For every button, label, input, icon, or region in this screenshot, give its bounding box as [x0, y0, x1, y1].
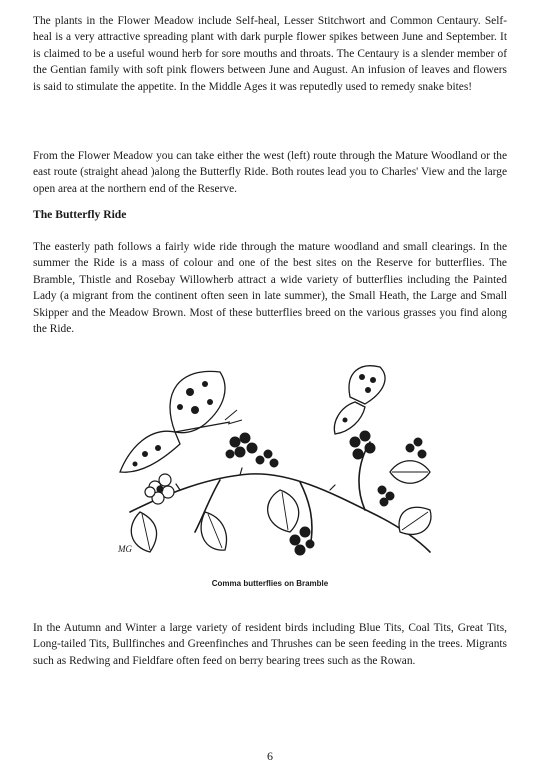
paragraph-birds: In the Autumn and Winter a large variety of resident birds including Blue Tits, Coal Tits, Great Tits, Long-tailed Tits, Bullfinches and Greenfinches and Thrushes can be seen feeding in the trees. Migrants such as Redwing and Fieldfare often feed on berry bearing trees such as the Rowan.: [33, 622, 507, 667]
blackberry-cluster: [256, 450, 278, 467]
comma-butterfly: [120, 371, 242, 472]
blackberry-cluster: [226, 433, 257, 458]
bramble-leaf: [201, 512, 226, 550]
paragraph-flower-meadow: The plants in the Flower Meadow include Self-heal, Lesser Stitchwort and Common Centaury. Self-heal is a very attractive spreading plant with dark purple flower spikes between June and September. It is claimed to be a useful wound herb for sore mouths and throats. The Centaury is a slender member of the Gentian family with soft pink flowers between June and August. An infusion of leaves and flowers is said to stimulate the appetite. In the Middle Ages it was reputedly used to remedy snake bites!: [33, 15, 507, 93]
blackberry-cluster: [406, 438, 426, 458]
figure-caption: Comma butterflies on Bramble: [211, 579, 329, 588]
blackberry-cluster: [290, 527, 314, 555]
butterfly-bramble-drawing: [100, 362, 450, 562]
bramble-flower: [145, 474, 174, 504]
artist-signature: MG: [118, 544, 132, 554]
bramble-leaf: [268, 490, 299, 532]
blackberry-cluster: [350, 431, 375, 459]
illustration-comma-butterflies: [100, 362, 450, 562]
paragraph-butterfly-ride: The easterly path follows a fairly wide ride through the mature woodland and small clearings. In the summer the Ride is a mass of colour and one of the best sites on the Reserve for butterflies. The Bramble, Thistle and Rosebay Willowherb attract a wide variety of butterflies including the Painted Lady (a migrant from the continent often seen in late summer), the Small Heath, the Large and Small Skipper and the Meadow Brown. Most of these butterflies breed on the various grasses you find along the Ride.: [33, 241, 507, 336]
page-number: 6: [267, 749, 273, 763]
blackberry-cluster: [378, 486, 394, 506]
bramble-leaf: [131, 512, 156, 552]
section-heading: The Butterfly Ride: [33, 208, 127, 221]
comma-butterfly: [334, 366, 385, 434]
paragraph-routes: From the Flower Meadow you can take either the west (left) route through the Mature Woodland or the east route (straight ahead )along the Butterfly Ride. Both routes lead you to Charles' View and the large open area at the northern end of the Reserve.: [33, 150, 507, 195]
